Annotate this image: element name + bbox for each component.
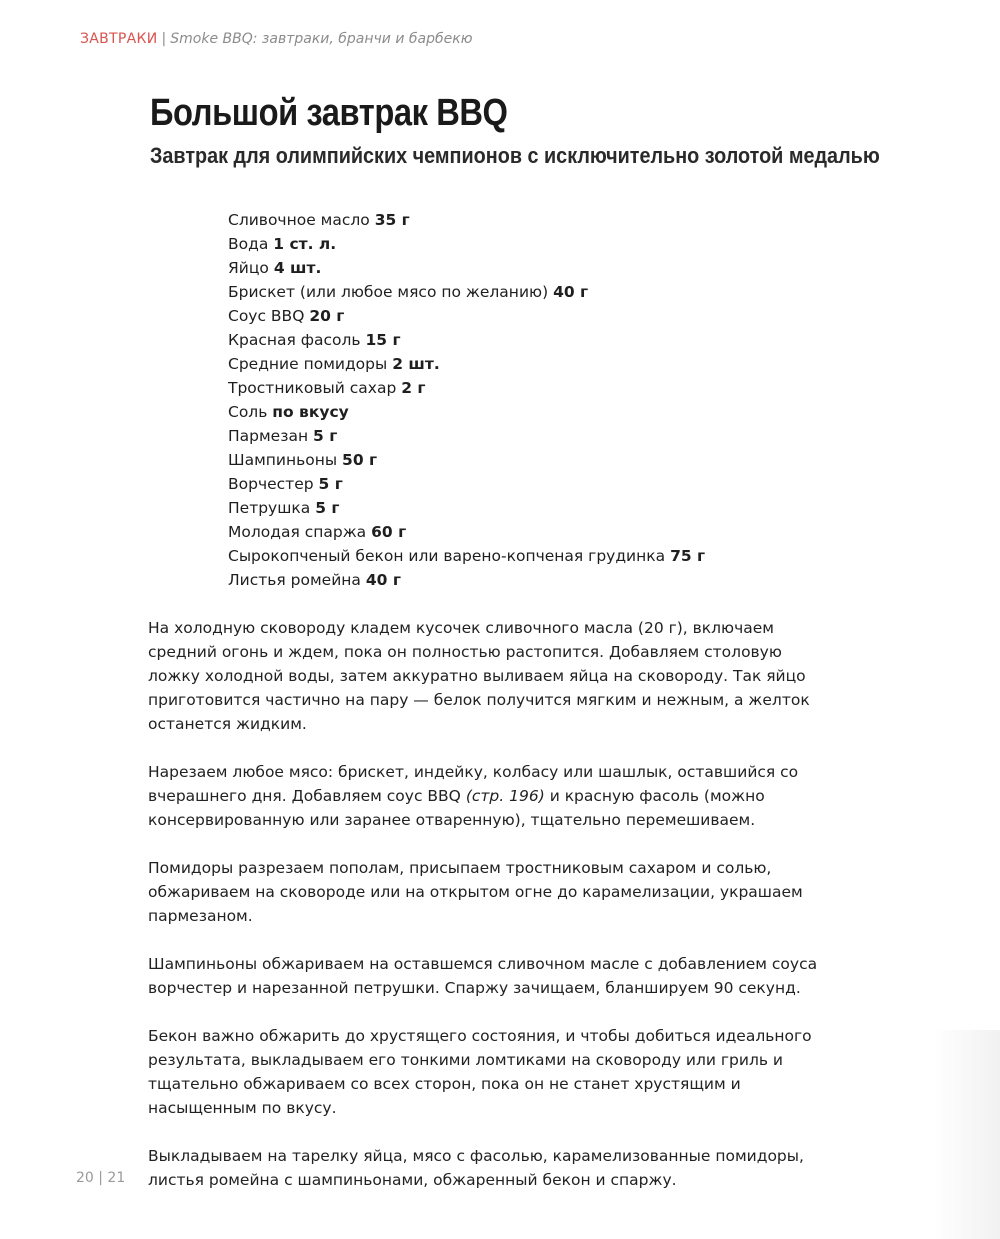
running-header [80,31,472,47]
ingredient-name: Брискет (или любое мясо по желанию) [228,283,549,301]
ingredient-name: Соус BBQ [228,307,305,325]
ingredient-amount: по вкусу [272,403,349,421]
ingredient-item [228,376,705,400]
section-label: ЗАВТРАКИ [80,31,158,47]
ingredient-name: Ворчестер [228,475,314,493]
ingredient-amount: 75 г [670,547,706,565]
ingredient-name: Средние помидоры [228,355,388,373]
page-numbers: 20 | 21 [76,1170,126,1186]
ingredient-amount: 15 г [365,331,401,349]
ingredient-item [228,232,705,256]
step-meat [148,760,838,832]
ingredient-name: Сливочное масло [228,211,370,229]
ingredient-amount: 35 г [374,211,410,229]
ingredient-amount: 4 шт. [273,259,322,277]
ingredient-amount: 5 г [313,427,338,445]
ingredient-list [228,208,705,592]
ingredient-amount: 40 г [365,571,401,589]
ingredient-item [228,304,705,328]
header-separator: | [161,31,167,47]
method-steps [148,616,838,1216]
ingredient-item [228,496,705,520]
step-eggs: На холодную сковороду кладем кусочек сливочного масла (20 г), включаем средний огонь и ждем, пока он полностью растопится. Добавляем столовую ложку холодной воды, затем аккуратно выливаем яйца на сковороду. Так яйцо приготовится частично на пару — белок получится мягким и нежным, а желток останется жидким. [148,619,810,733]
ingredient-name: Молодая спаржа [228,523,367,541]
ingredient-amount: 2 г [401,379,426,397]
step-mushrooms: Шампиньоны обжариваем на оставшемся сливочном масле с добавлением соуса ворчестер и нарезанной петрушки. Спаржу зачищаем, бланшируем 90 секунд. [148,955,818,997]
ingredient-item [228,544,705,568]
ingredient-item [228,520,705,544]
ingredient-amount: 50 г [342,451,378,469]
step-bacon: Бекон важно обжарить до хрустящего состояния, и чтобы добиться идеального результата, выкладываем его тонкими ломтиками на сковороду или гриль и тщательно обжариваем со всех сторон, пока он не станет хрустящим и насыщенным по вкусу. [148,1027,812,1117]
step-tomatoes: Помидоры разрезаем пополам, присыпаем тростниковым сахаром и солью, обжариваем на сковороде или на открытом огне до карамелизации, украшаем пармезаном. [148,859,803,925]
ingredient-item [228,568,705,592]
ingredient-amount: 1 ст. л. [273,235,337,253]
ingredient-name: Соль [228,403,268,421]
book-title: Smoke BBQ: завтраки, бранчи и барбекю [170,31,473,47]
ingredient-amount: 5 г [315,499,340,517]
ingredient-name: Яйцо [228,259,269,277]
ingredient-name: Петрушка [228,499,311,517]
ingredient-amount: 40 г [553,283,589,301]
step-plating: Выкладываем на тарелку яйца, мясо с фасолью, карамелизованные помидоры, листья ромейна с шампиньонами, обжаренный бекон и спаржу. [148,1147,804,1189]
recipe-subtitle: Завтрак для олимпийских чемпионов с исключительно золотой медалью [150,143,880,168]
ingredient-item [228,424,705,448]
ingredient-item [228,328,705,352]
ingredient-name: Красная фасоль [228,331,361,349]
ingredient-amount: 5 г [318,475,343,493]
ingredient-amount: 2 шт. [392,355,440,373]
step-meat-text-start: Нарезаем любое мясо: брискет, индейку, колбасу или шашлык, оставшийся со вчерашнего дня. Добавляем соус BBQ [148,763,799,805]
ingredient-item [228,448,705,472]
ingredient-name: Пармезан [228,427,309,445]
ingredient-item [228,400,705,424]
recipe-title: Большой завтрак BBQ [150,92,508,134]
ingredient-name: Вода [228,235,269,253]
ingredient-amount: 60 г [371,523,407,541]
ingredient-name: Сырокопченый бекон или варено-копченая грудинка [228,547,666,565]
ingredient-item [228,280,705,304]
ingredient-item [228,472,705,496]
step-meat-text-end: и красную фасоль (можно консервированную или заранее отваренную), тщательно перемешиваем. [148,787,765,829]
page-edge-shadow [934,1030,1000,1239]
ingredient-item [228,352,705,376]
ingredient-name: Тростниковый сахар [228,379,397,397]
ingredient-item [228,208,705,232]
page-reference: (стр. 196) [465,787,545,805]
ingredient-item [228,256,705,280]
ingredient-amount: 20 г [309,307,345,325]
ingredient-name: Листья ромейна [228,571,361,589]
ingredient-name: Шампиньоны [228,451,338,469]
